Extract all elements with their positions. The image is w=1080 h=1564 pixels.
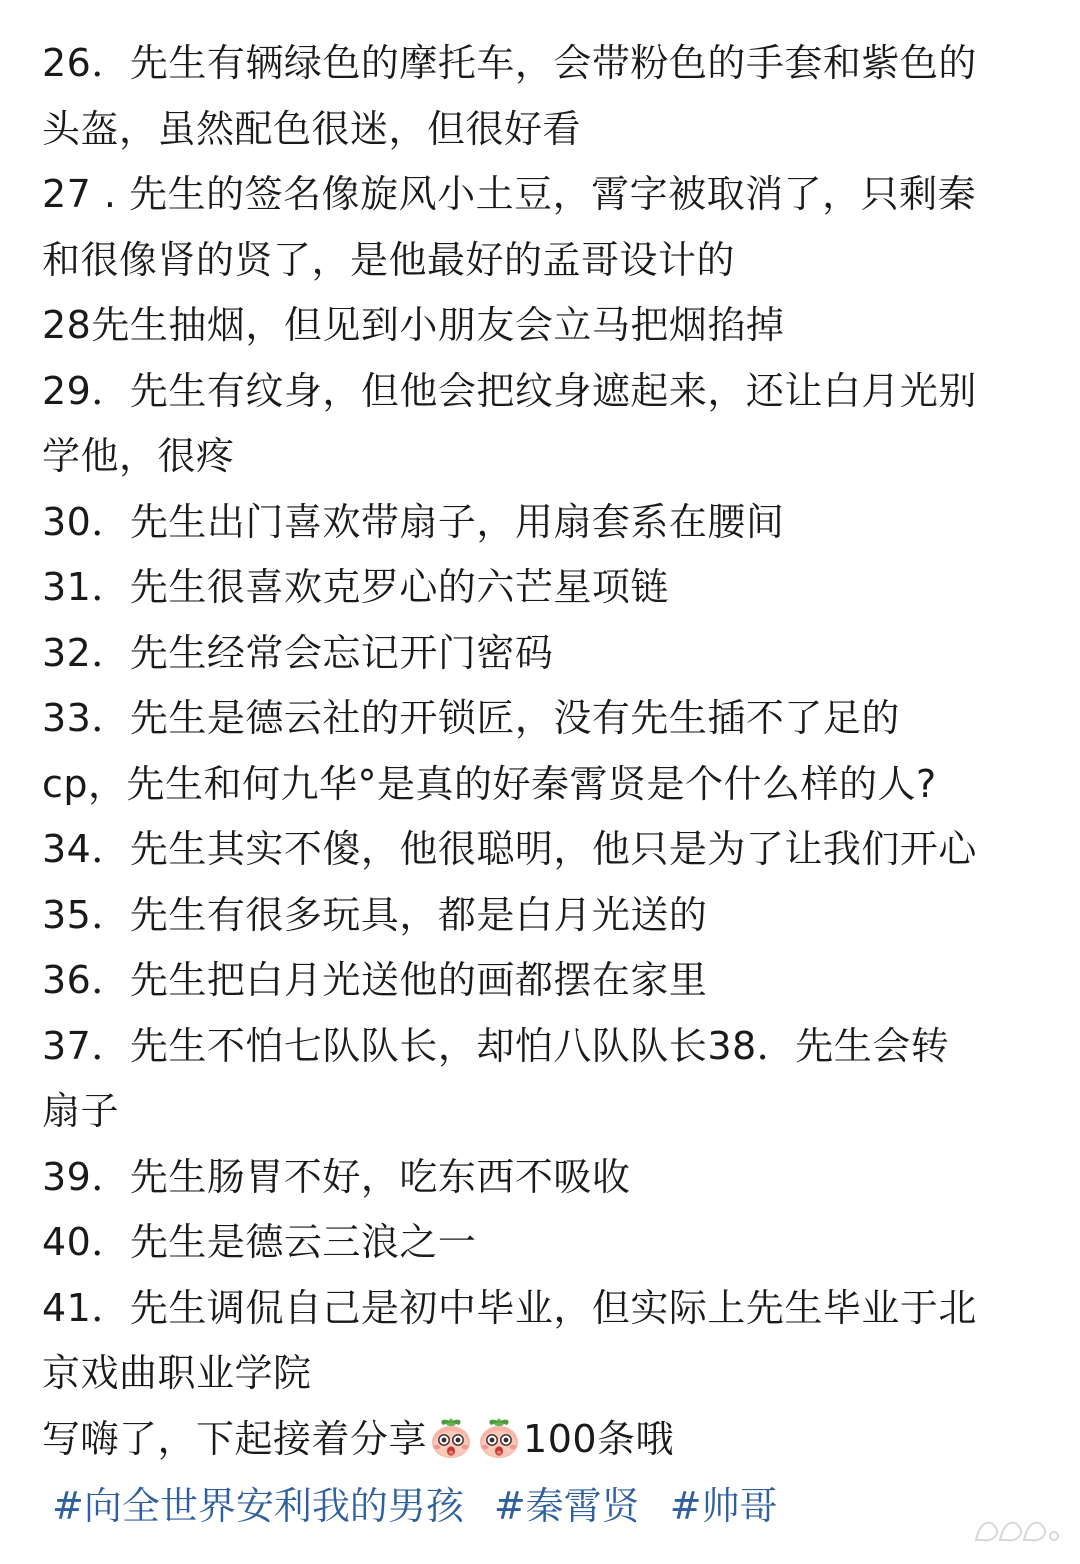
post-line: 29．先生有纹身，但他会把纹身遮起来，还让白月光别 — [42, 368, 977, 413]
closing-line — [42, 1407, 1042, 1473]
post-line: 34．先生其实不傻，他很聪明，他只是为了让我们开心 — [42, 827, 977, 871]
post-line: 41．先生调侃自己是初中毕业，但实际上先生毕业于北 — [42, 1285, 977, 1330]
post-line: 31．先生很喜欢克罗心的六芒星项链 — [42, 565, 669, 609]
post-line: 40．先生是德云三浪之一 — [42, 1220, 477, 1264]
closing-text: 100条哦 — [523, 1416, 675, 1461]
hashtag-row — [42, 1474, 1042, 1539]
post-line: 京戏曲职业学院 — [42, 1351, 312, 1395]
post-line: 30．先生出门喜欢带扇子，用扇套系在腰间 — [42, 499, 785, 544]
post-line: 和很像肾的贤了，是他最好的孟哥设计的 — [42, 237, 736, 282]
post-line: 27 . 先生的签名像旋风小土豆，霄字被取消了，只剩秦 — [42, 172, 977, 216]
post-line: 36．先生把白月光送他的画都摆在家里 — [42, 958, 708, 1002]
post-line: 头盔，虽然配色很迷，但很好看 — [42, 106, 582, 151]
hashtag-link[interactable]: #秦霄贤 — [493, 1484, 640, 1528]
post-line: 35．先生有很多玩具，都是白月光送的 — [42, 892, 708, 937]
post-line: 26．先生有辆绿色的摩托车，会带粉色的手套和紫色的 — [42, 41, 977, 85]
post-line: 28先生抽烟，但见到小朋友会立马把烟掐掉 — [42, 303, 785, 347]
post-line: 39．先生肠胃不好，吃东西不吸收 — [42, 1154, 631, 1199]
watermark-icon — [970, 1510, 1062, 1550]
post-line: 学他，很疼 — [42, 434, 235, 478]
closing-text: 写嗨了，下起接着分享 — [42, 1416, 428, 1461]
peach-face-emoji-icon — [477, 1414, 521, 1460]
post-line: 32．先生经常会忘记开门密码 — [42, 630, 554, 675]
post-body — [42, 31, 1042, 1539]
post-line: 33．先生是德云社的开锁匠，没有先生插不了足的 — [42, 696, 900, 740]
post-line: 37．先生不怕七队队长，却怕八队队长38．先生会转 — [42, 1023, 950, 1068]
post-line: 扇子 — [42, 1089, 120, 1133]
peach-face-emoji-icon — [429, 1414, 473, 1460]
hashtag-link[interactable]: #向全世界安利我的男孩 — [52, 1484, 464, 1528]
post-line: cp，先生和何九华°是真的好秦霄贤是个什么样的人? — [42, 761, 937, 806]
hashtag-link[interactable]: #帅哥 — [669, 1484, 778, 1528]
